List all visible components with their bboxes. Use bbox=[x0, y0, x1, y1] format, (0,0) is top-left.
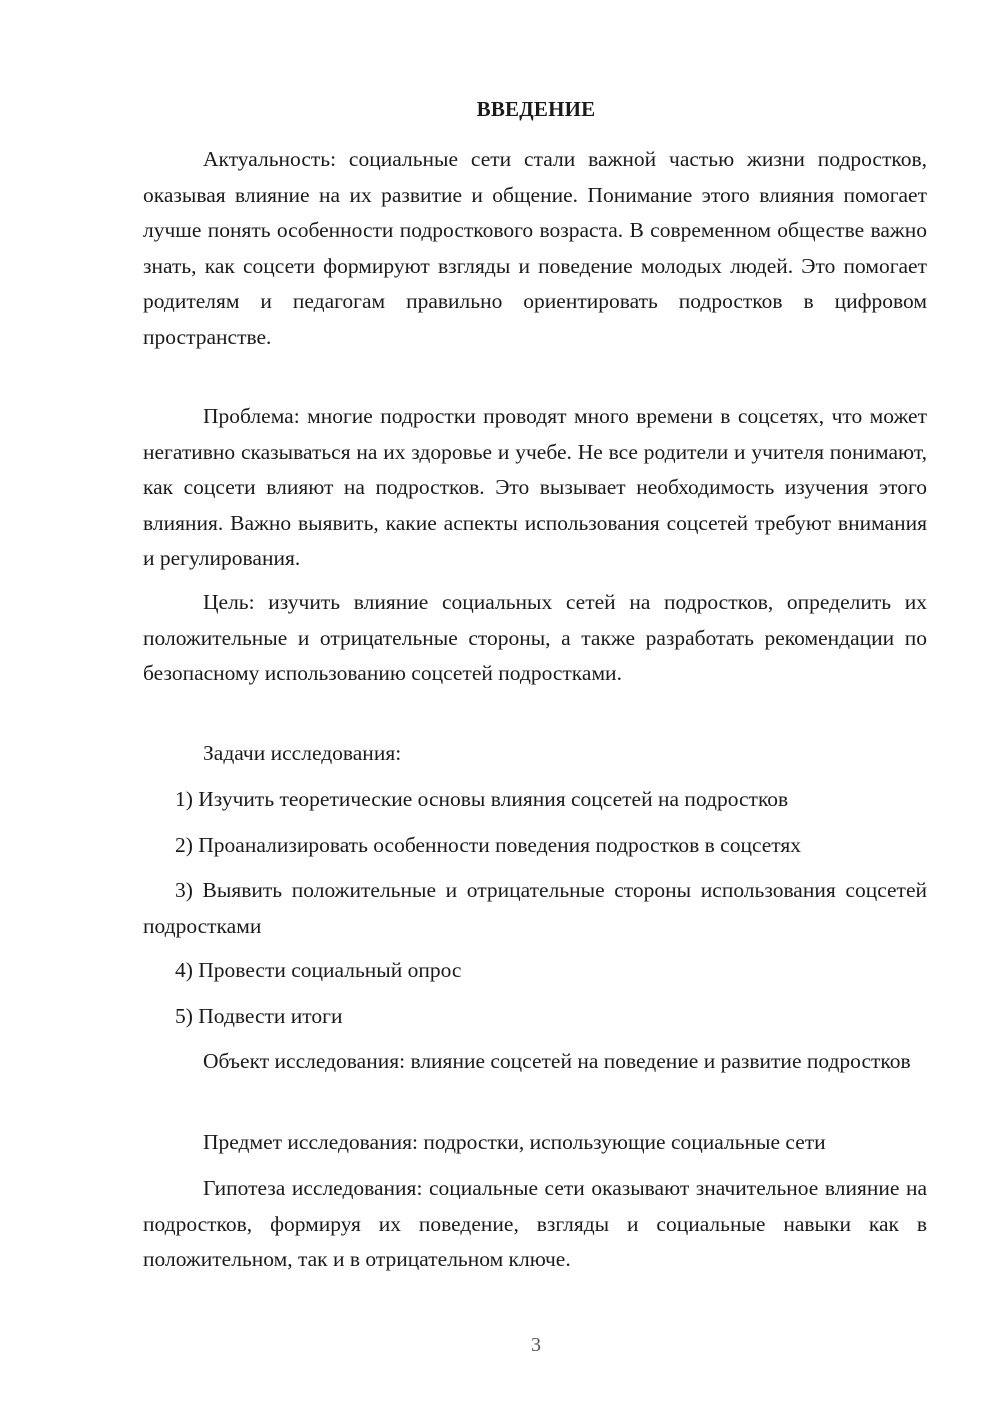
paragraph-problem: Проблема: многие подростки проводят много времени в соцсетях, что может негативно сказываться на их здоровье и учебе. Не все родители и учителя понимают, как соцсети влияют на подростков. Это вызывает необходимость изучения этого влияния. Важно выявить, какие аспекты использования соцсетей требуют внимания и регулирования. bbox=[143, 404, 927, 570]
task-item-3: 3) Выявить положительные и отрицательные стороны использования соцсетей подростками bbox=[143, 878, 927, 938]
paragraph-subject: Предмет исследования: подростки, использующие социальные сети bbox=[203, 1130, 826, 1154]
task-item-5: 5) Подвести итоги bbox=[175, 1004, 343, 1028]
task-item-1: 1) Изучить теоретические основы влияния соцсетей на подростков bbox=[175, 787, 789, 811]
paragraph-relevance: Актуальность: социальные сети стали важной частью жизни подростков, оказывая влияние на их развитие и общение. Понимание этого влияния помогает лучше понять особенности подросткового возраста. В современном обществе важно знать, как соцсети формируют взгляды и поведение молодых людей. Это помогает родителям и педагогам правильно ориентировать подростков в цифровом пространстве. bbox=[143, 147, 927, 349]
task-item-4: 4) Провести социальный опрос bbox=[175, 958, 462, 982]
paragraph-goal: Цель: изучить влияние социальных сетей на подростков, определить их положительные и отрицательные стороны, а также разработать рекомендации по безопасному использованию соцсетей подростками. bbox=[143, 590, 927, 685]
section-title: ВВЕДЕНИЕ bbox=[476, 97, 596, 121]
page-number: 3 bbox=[531, 1334, 541, 1356]
paragraph-object: Объект исследования: влияние соцсетей на поведение и развитие подростков bbox=[203, 1049, 911, 1073]
task-item-2: 2) Проанализировать особенности поведения подростков в соцсетях bbox=[175, 833, 802, 857]
paragraph-hypothesis: Гипотеза исследования: социальные сети оказывают значительное влияние на подростков, формируя их поведение, взгляды и социальные навыки как в положительном, так и в отрицательном ключе. bbox=[143, 1176, 927, 1271]
tasks-heading: Задачи исследования: bbox=[203, 741, 402, 765]
